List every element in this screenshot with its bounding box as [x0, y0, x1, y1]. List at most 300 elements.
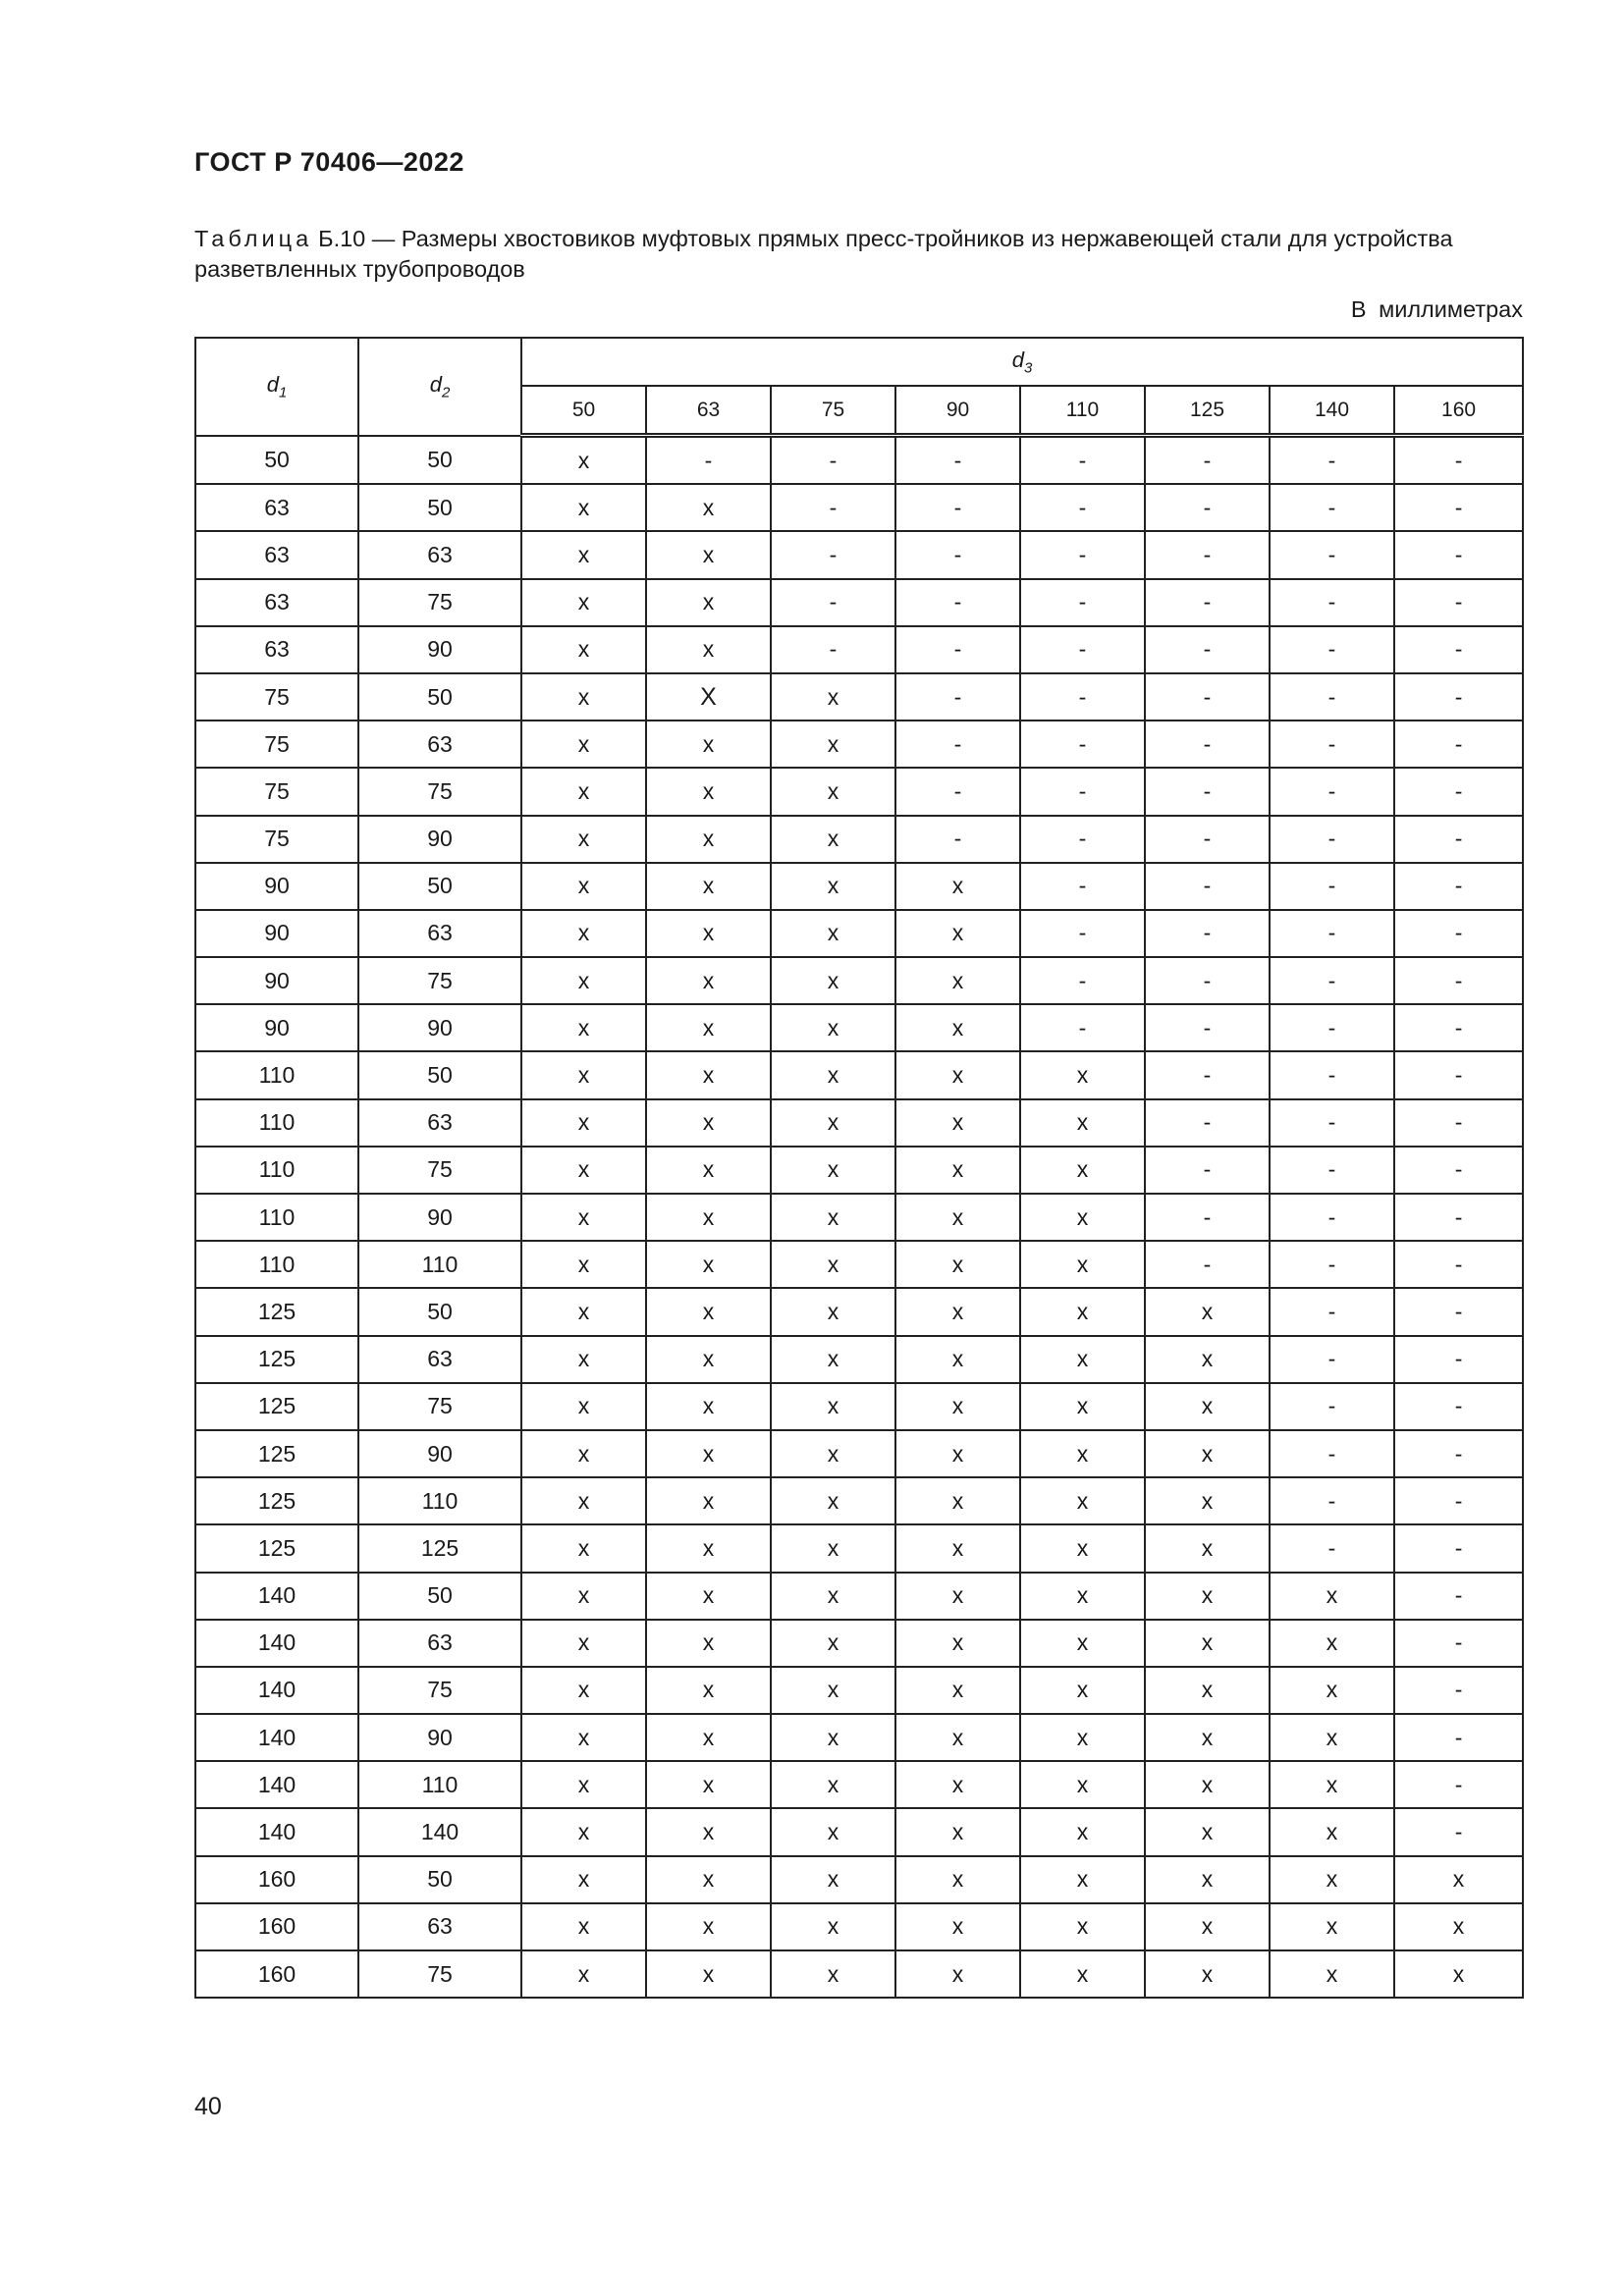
cell-mark: x	[771, 863, 895, 910]
cell-d1: 75	[195, 768, 358, 815]
cell-mark: x	[771, 1477, 895, 1524]
cell-mark: x	[521, 1667, 646, 1714]
cell-d1: 75	[195, 816, 358, 863]
cell-mark: -	[1145, 626, 1270, 673]
cell-mark: x	[771, 1950, 895, 1998]
cell-mark: -	[1394, 1194, 1523, 1241]
cell-mark: -	[1394, 1477, 1523, 1524]
cell-d2: 90	[358, 816, 521, 863]
cell-mark: -	[1394, 768, 1523, 815]
cell-mark: -	[895, 531, 1020, 578]
document-id: ГОСТ Р 70406—2022	[194, 147, 464, 177]
cell-mark: x	[895, 1620, 1020, 1667]
cell-mark: -	[1394, 484, 1523, 531]
cell-mark: -	[1270, 1241, 1394, 1288]
cell-d2: 63	[358, 1099, 521, 1147]
cell-mark: x	[646, 1620, 771, 1667]
cell-mark: x	[521, 1051, 646, 1098]
header-d2: $d_2$	[358, 338, 521, 436]
cell-mark: x	[521, 579, 646, 626]
cell-mark: x	[646, 1241, 771, 1288]
header-d3-value: 110	[1020, 386, 1145, 436]
cell-mark: x	[1020, 1761, 1145, 1808]
cell-mark: x	[1020, 1430, 1145, 1477]
cell-mark: x	[1020, 1714, 1145, 1761]
cell-mark: x	[1020, 1808, 1145, 1855]
cell-mark: -	[1270, 1383, 1394, 1430]
cell-mark: x	[771, 1808, 895, 1855]
cell-mark: x	[1145, 1714, 1270, 1761]
cell-mark: x	[646, 910, 771, 957]
cell-mark: -	[1394, 1667, 1523, 1714]
cell-mark: -	[1145, 768, 1270, 815]
cell-d2: 63	[358, 1620, 521, 1667]
cell-mark: -	[1270, 768, 1394, 815]
cell-mark: -	[1394, 863, 1523, 910]
cell-mark: -	[1145, 1241, 1270, 1288]
cell-d2: 50	[358, 1573, 521, 1620]
cell-mark: x	[1270, 1950, 1394, 1998]
cell-mark: x	[771, 1714, 895, 1761]
cell-mark: x	[771, 1430, 895, 1477]
cell-mark: -	[1020, 863, 1145, 910]
cell-mark: x	[1145, 1524, 1270, 1572]
cell-d2: 75	[358, 957, 521, 1004]
cell-d2: 63	[358, 531, 521, 578]
cell-mark: x	[646, 1573, 771, 1620]
cell-mark: -	[1394, 1099, 1523, 1147]
cell-d2: 140	[358, 1808, 521, 1855]
cell-d2: 90	[358, 1004, 521, 1051]
cell-mark: x	[771, 1051, 895, 1098]
cell-d2: 75	[358, 1147, 521, 1194]
cell-mark: -	[1145, 1099, 1270, 1147]
cell-mark: -	[1394, 531, 1523, 578]
cell-mark: x	[895, 1573, 1020, 1620]
cell-mark: -	[1394, 957, 1523, 1004]
cell-mark: x	[895, 1761, 1020, 1808]
cell-mark: x	[771, 1241, 895, 1288]
cell-d1: 75	[195, 721, 358, 768]
cell-d2: 50	[358, 436, 521, 485]
cell-mark: x	[1020, 1620, 1145, 1667]
cell-d2: 63	[358, 1336, 521, 1383]
cell-d2: 90	[358, 1194, 521, 1241]
cell-mark: -	[1270, 863, 1394, 910]
cell-mark: x	[646, 1430, 771, 1477]
cell-mark: x	[646, 816, 771, 863]
cell-d2: 125	[358, 1524, 521, 1572]
cell-mark: -	[1394, 673, 1523, 721]
cell-mark: x	[771, 816, 895, 863]
cell-d1: 90	[195, 957, 358, 1004]
table-row	[195, 436, 1523, 485]
cell-mark: x	[1020, 1950, 1145, 1998]
cell-mark: x	[771, 1903, 895, 1950]
cell-mark: x	[521, 1524, 646, 1572]
cell-d1: 63	[195, 531, 358, 578]
cell-mark: x	[521, 1241, 646, 1288]
cell-mark: x	[521, 768, 646, 815]
table-row	[195, 1430, 1523, 1477]
cell-mark: x	[1270, 1761, 1394, 1808]
cell-mark: x	[771, 957, 895, 1004]
header-d3-value: 140	[1270, 386, 1394, 436]
cell-mark: x	[521, 1147, 646, 1194]
cell-d2: 63	[358, 721, 521, 768]
header-d3-value: 90	[895, 386, 1020, 436]
cell-mark: x	[895, 1430, 1020, 1477]
cell-mark: -	[1270, 1051, 1394, 1098]
cell-mark: x	[771, 1524, 895, 1572]
cell-mark: x	[895, 1051, 1020, 1098]
cell-mark: x	[521, 721, 646, 768]
cell-mark: -	[1145, 1194, 1270, 1241]
cell-mark: x	[646, 1714, 771, 1761]
cell-d1: 125	[195, 1430, 358, 1477]
cell-mark: -	[1145, 816, 1270, 863]
cell-mark: x	[1020, 1573, 1145, 1620]
cell-mark: x	[521, 910, 646, 957]
cell-mark: x	[771, 1761, 895, 1808]
cell-d2: 75	[358, 1383, 521, 1430]
cell-mark: -	[895, 721, 1020, 768]
cell-mark: -	[771, 626, 895, 673]
cell-mark: -	[895, 579, 1020, 626]
cell-mark: -	[1270, 1524, 1394, 1572]
table-row	[195, 910, 1523, 957]
table-row	[195, 673, 1523, 721]
cell-mark: -	[1394, 626, 1523, 673]
cell-mark: x	[895, 1336, 1020, 1383]
cell-mark: x	[1394, 1903, 1523, 1950]
cell-mark: x	[646, 1051, 771, 1098]
cell-mark: -	[1394, 1524, 1523, 1572]
cell-mark: x	[771, 1099, 895, 1147]
cell-mark: x	[1020, 1383, 1145, 1430]
cell-mark: -	[1020, 484, 1145, 531]
cell-mark: -	[1145, 436, 1270, 485]
cell-mark: x	[1020, 1288, 1145, 1335]
cell-mark: -	[1394, 1004, 1523, 1051]
cell-mark: x	[521, 1383, 646, 1430]
cell-mark: x	[1270, 1573, 1394, 1620]
cell-mark: x	[646, 863, 771, 910]
cell-mark: -	[1270, 1099, 1394, 1147]
cell-d2: 75	[358, 1950, 521, 1998]
cell-mark: -	[1145, 531, 1270, 578]
cell-mark: -	[1020, 957, 1145, 1004]
cell-mark: x	[646, 579, 771, 626]
cell-mark: -	[1270, 1477, 1394, 1524]
cell-mark: -	[1394, 1288, 1523, 1335]
cell-mark: -	[895, 673, 1020, 721]
cell-mark: x	[521, 1477, 646, 1524]
table-row	[195, 1761, 1523, 1808]
cell-mark: x	[1020, 1336, 1145, 1383]
cell-mark: x	[895, 1524, 1020, 1572]
cell-mark: x	[521, 673, 646, 721]
cell-mark: -	[1145, 863, 1270, 910]
cell-mark: x	[646, 484, 771, 531]
cell-d1: 110	[195, 1099, 358, 1147]
cell-d2: 75	[358, 768, 521, 815]
cell-d2: 90	[358, 1714, 521, 1761]
cell-mark: x	[646, 1761, 771, 1808]
cell-mark: x	[521, 1004, 646, 1051]
cell-mark: -	[1394, 1147, 1523, 1194]
cell-mark: x	[1394, 1856, 1523, 1903]
cell-mark: x	[646, 1856, 771, 1903]
cell-d2: 50	[358, 863, 521, 910]
cell-d2: 110	[358, 1241, 521, 1288]
cell-mark: -	[771, 484, 895, 531]
table-row	[195, 1856, 1523, 1903]
table-row	[195, 1004, 1523, 1051]
cell-mark: x	[1270, 1620, 1394, 1667]
cell-mark: -	[1394, 436, 1523, 485]
cell-d1: 125	[195, 1477, 358, 1524]
cell-mark: x	[771, 1573, 895, 1620]
cell-mark: x	[1020, 1903, 1145, 1950]
cell-mark: -	[1394, 1383, 1523, 1430]
cell-d1: 125	[195, 1336, 358, 1383]
cell-mark: x	[1145, 1903, 1270, 1950]
cell-mark: x	[1020, 1667, 1145, 1714]
table-row	[195, 1524, 1523, 1572]
units-note: В миллиметрах	[1350, 296, 1523, 322]
cell-mark: -	[1020, 579, 1145, 626]
cell-mark: -	[771, 531, 895, 578]
cell-d1: 75	[195, 673, 358, 721]
table-row	[195, 1950, 1523, 1998]
cell-mark: x	[771, 1288, 895, 1335]
cell-mark: x	[771, 1856, 895, 1903]
cell-d1: 110	[195, 1147, 358, 1194]
cell-mark: x	[895, 1714, 1020, 1761]
cell-d1: 90	[195, 910, 358, 957]
cell-d1: 63	[195, 579, 358, 626]
cell-mark: -	[1270, 579, 1394, 626]
cell-mark: x	[1270, 1667, 1394, 1714]
cell-mark: -	[1020, 673, 1145, 721]
cell-mark: x	[646, 1099, 771, 1147]
cell-d2: 75	[358, 579, 521, 626]
cell-mark: x	[1020, 1099, 1145, 1147]
cell-mark: -	[1020, 816, 1145, 863]
table-row	[195, 957, 1523, 1004]
cell-mark: x	[646, 721, 771, 768]
cell-mark: x	[521, 1808, 646, 1855]
cell-d2: 110	[358, 1761, 521, 1808]
cell-d2: 50	[358, 1051, 521, 1098]
table-row	[195, 1477, 1523, 1524]
cell-d1: 110	[195, 1241, 358, 1288]
table-caption	[194, 224, 1522, 285]
cell-mark: -	[1394, 1714, 1523, 1761]
cell-mark: x	[1270, 1714, 1394, 1761]
cell-mark: x	[895, 1856, 1020, 1903]
cell-mark: x	[521, 626, 646, 673]
cell-mark: -	[895, 768, 1020, 815]
page-number: 40	[194, 2093, 222, 2120]
cell-mark: x	[521, 1950, 646, 1998]
cell-mark: x	[521, 1099, 646, 1147]
cell-mark: x	[771, 1194, 895, 1241]
cell-mark: x	[521, 1620, 646, 1667]
cell-d1: 90	[195, 863, 358, 910]
cell-mark: x	[521, 531, 646, 578]
cell-mark: -	[1145, 579, 1270, 626]
cell-mark: x	[521, 863, 646, 910]
table-row	[195, 1147, 1523, 1194]
cell-mark: x	[1270, 1856, 1394, 1903]
cell-mark: -	[1270, 1288, 1394, 1335]
cell-d1: 140	[195, 1573, 358, 1620]
cell-mark: x	[1020, 1241, 1145, 1288]
header-d3: $d_3$	[521, 338, 1523, 386]
cell-d1: 110	[195, 1194, 358, 1241]
cell-mark: -	[1270, 1147, 1394, 1194]
cell-mark: x	[1145, 1477, 1270, 1524]
table-title: Б.10 — Размеры хвостовиков муфтовых прямых пресс-тройников из нержавеющей стали для устройства разветвленных трубопроводов	[194, 226, 1453, 282]
cell-mark: X	[646, 673, 771, 721]
cell-mark: -	[771, 579, 895, 626]
dimensions-table	[194, 337, 1524, 1999]
cell-mark: x	[521, 1714, 646, 1761]
cell-mark: -	[1270, 957, 1394, 1004]
cell-mark: x	[1145, 1430, 1270, 1477]
cell-mark: x	[1020, 1477, 1145, 1524]
cell-mark: x	[771, 1336, 895, 1383]
table-row	[195, 1903, 1523, 1950]
cell-mark: x	[646, 1288, 771, 1335]
cell-d1: 140	[195, 1761, 358, 1808]
cell-mark: x	[521, 816, 646, 863]
cell-mark: x	[895, 1383, 1020, 1430]
cell-d2: 50	[358, 1288, 521, 1335]
cell-mark: -	[1394, 1573, 1523, 1620]
cell-mark: x	[1145, 1667, 1270, 1714]
cell-mark: x	[1145, 1620, 1270, 1667]
cell-mark: -	[1145, 484, 1270, 531]
cell-mark: -	[1020, 436, 1145, 485]
cell-mark: x	[1020, 1524, 1145, 1572]
cell-mark: x	[1145, 1573, 1270, 1620]
cell-mark: -	[1394, 1241, 1523, 1288]
cell-mark: -	[1145, 957, 1270, 1004]
table-row	[195, 768, 1523, 815]
cell-mark: -	[1394, 1761, 1523, 1808]
cell-mark: x	[895, 1147, 1020, 1194]
cell-mark: x	[646, 626, 771, 673]
cell-mark: -	[1270, 816, 1394, 863]
table-row	[195, 1194, 1523, 1241]
cell-mark: x	[521, 436, 646, 485]
cell-mark: x	[771, 1620, 895, 1667]
table-row	[195, 1808, 1523, 1855]
cell-mark: x	[1020, 1147, 1145, 1194]
cell-mark: x	[895, 1950, 1020, 1998]
cell-mark: x	[521, 1856, 646, 1903]
cell-mark: -	[895, 484, 1020, 531]
cell-mark: -	[1270, 1430, 1394, 1477]
cell-mark: -	[1145, 673, 1270, 721]
cell-mark: -	[1394, 1620, 1523, 1667]
cell-mark: x	[1145, 1336, 1270, 1383]
cell-d2: 63	[358, 910, 521, 957]
cell-mark: -	[1270, 531, 1394, 578]
table-row	[195, 1573, 1523, 1620]
cell-mark: x	[1270, 1808, 1394, 1855]
cell-mark: x	[521, 1336, 646, 1383]
cell-mark: -	[1145, 1147, 1270, 1194]
header-d3-value: 125	[1145, 386, 1270, 436]
cell-d1: 63	[195, 626, 358, 673]
table-row	[195, 863, 1523, 910]
cell-mark: x	[771, 1383, 895, 1430]
cell-mark: x	[646, 1004, 771, 1051]
cell-mark: x	[646, 1667, 771, 1714]
cell-d1: 125	[195, 1524, 358, 1572]
cell-mark: -	[895, 436, 1020, 485]
cell-mark: x	[1020, 1856, 1145, 1903]
cell-mark: x	[521, 1903, 646, 1950]
cell-mark: x	[771, 1004, 895, 1051]
cell-mark: x	[646, 957, 771, 1004]
cell-mark: x	[521, 1288, 646, 1335]
cell-mark: -	[1020, 721, 1145, 768]
header-d3-value: 75	[771, 386, 895, 436]
cell-mark: -	[1020, 1004, 1145, 1051]
cell-mark: -	[1394, 910, 1523, 957]
cell-d1: 110	[195, 1051, 358, 1098]
cell-mark: x	[771, 768, 895, 815]
cell-d2: 75	[358, 1667, 521, 1714]
table-row	[195, 484, 1523, 531]
cell-d1: 125	[195, 1383, 358, 1430]
cell-mark: x	[895, 1099, 1020, 1147]
cell-mark: x	[895, 1194, 1020, 1241]
cell-mark: -	[1270, 910, 1394, 957]
cell-mark: x	[1394, 1950, 1523, 1998]
cell-d1: 140	[195, 1808, 358, 1855]
cell-mark: x	[1020, 1051, 1145, 1098]
cell-d1: 90	[195, 1004, 358, 1051]
table-row	[195, 721, 1523, 768]
cell-mark: x	[521, 957, 646, 1004]
cell-mark: x	[646, 531, 771, 578]
cell-mark: x	[646, 1336, 771, 1383]
cell-mark: x	[521, 1573, 646, 1620]
table-row	[195, 1383, 1523, 1430]
cell-d2: 110	[358, 1477, 521, 1524]
cell-mark: -	[1020, 768, 1145, 815]
cell-mark: -	[1145, 721, 1270, 768]
table-label: Таблица	[194, 226, 313, 251]
cell-mark: -	[895, 816, 1020, 863]
cell-d2: 63	[358, 1903, 521, 1950]
cell-mark: x	[895, 1477, 1020, 1524]
cell-mark: x	[1145, 1383, 1270, 1430]
cell-mark: -	[1020, 531, 1145, 578]
cell-mark: x	[895, 910, 1020, 957]
cell-mark: x	[646, 1524, 771, 1572]
table-row	[195, 816, 1523, 863]
table-row	[195, 579, 1523, 626]
table-row	[195, 1667, 1523, 1714]
table-row	[195, 1336, 1523, 1383]
